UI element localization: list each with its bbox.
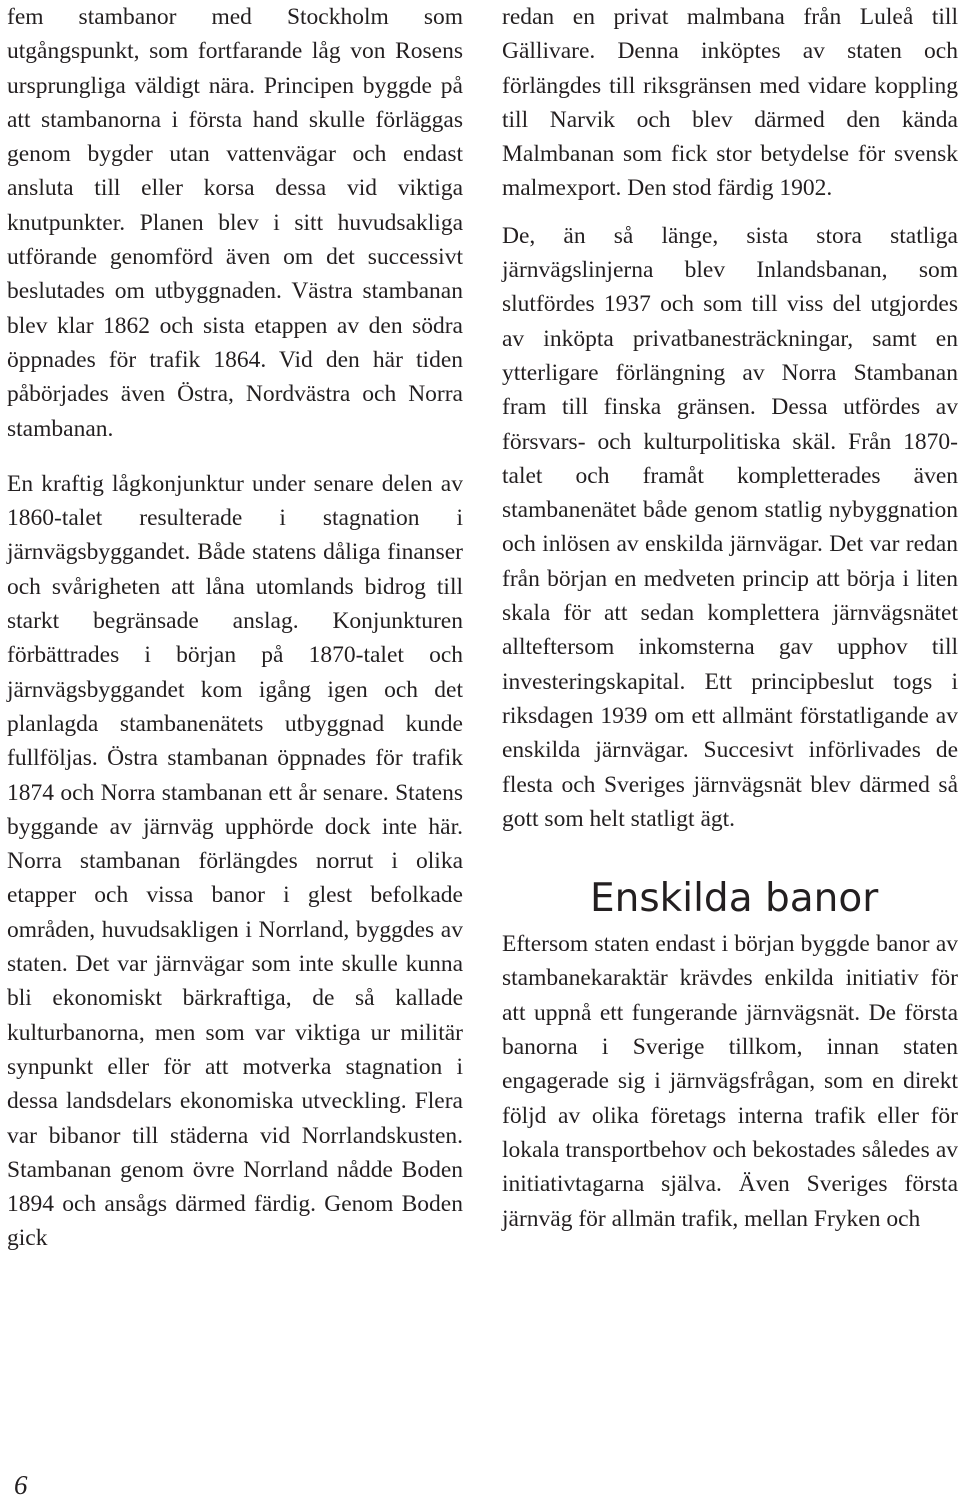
- body-paragraph: Eftersom staten endast i början byggde banor av stambanekaraktär krävdes enkilda initiativ för att uppnå ett fungerande järnvägsnät. De första banorna i Sverige tillkom, innan staten engagerade sig i järnvägsfrågan, som en direkt följd av olika företags interna trafik eller för lokala transportbehov och bekostades således av initiativtagarna själva. Även Sveriges första järnväg för allmän trafik, mellan Fryken och: [502, 931, 958, 1232]
- right-column: [502, 0, 958, 1236]
- body-paragraph: fem stambanor med Stockholm som utgångspunkt, som fortfarande låg von Rosens ursprungliga väldigt nära. Principen byggde på att stambanorna i första hand skulle förläggas genom bygder utan vattenvägar och endast ansluta till eller korsa dessa vid viktiga knutpunkter. Planen blev i sitt huvudsakliga utförande genomförd även om det successivt beslutades om utbyggnaden. Västra stambanan blev klar 1862 och sista etappen av den södra öppnades för trafik 1864. Vid den här tiden påbörjades även Östra, Nordvästra och Norra stambanan.: [7, 4, 463, 442]
- left-column: [7, 0, 463, 1256]
- page-number: 6: [14, 1470, 28, 1500]
- body-paragraph: redan en privat malmbana från Luleå till Gällivare. Denna inköptes av staten och förlängdes till riksgränsen med vidare koppling till Narvik och blev därmed den kända Malmbanan som fick stor betydelse för svensk malmexport. Den stod färdig 1902.: [502, 4, 958, 202]
- body-paragraph: De, än så länge, sista stora statliga järnvägslinjerna blev Inlandsbanan, som slutfördes 1937 och som till viss del utgjordes av inköpta privatbanesträckningar, samt en ytterligare förlängning av Norra Stambanan fram till finska gränsen. Dessa utfördes av försvars- och kulturpolitiska skäl. Från 1870-talet och framåt kompletterades även stambanenätet både genom statlig nybyggnation och inlösen av enskilda järnvägar. Det var redan från början en medveten princip att börja i liten skala för att sedan komplettera järnvägsnätet allteftersom inkomsterna gav upphov till investeringskapital. Ett principbeslut togs i riksdagen 1939 om ett allmänt förstatligande av enskilda järnvägar. Succesivt införlivades de flesta och Sveriges järnvägsnät blev därmed så gott som helt statligt ägt.: [502, 222, 958, 832]
- section-heading: Enskilda banor: [590, 876, 879, 922]
- body-paragraph: En kraftig lågkonjunktur under senare delen av 1860-talet resulterade i stagnation i järnvägsbyggandet. Både statens dåliga finanser och svårigheten att låna utomlands bidrog till starkt begränsade anslag. Konjunkturen förbättrades i början på 1870-talet och järnvägsbyggandet kom igång igen och det planlagda stambanenätets utbyggnad kunde fullföljas. Östra stambanan öppnades för trafik 1874 och Norra stambanan ett år senare. Statens byggande av järnväg upphörde dock inte här. Norra stambanan förlängdes norrut i olika etapper och vissa banor i glest befolkade områden, huvudsakligen i Norrland, byggdes av staten. Det var järnvägar som inte skulle kunna bli ekonomiskt bärkraftiga, de så kallade kulturbanorna, men som var viktiga ur militär synpunkt eller för att motverka stagnation i dessa landsdelars ekonomiska utveckling. Flera var bibanor till städerna vid Norrlandskusten. Stambanan genom övre Norrland nådde Boden 1894 och ansågs därmed färdig. Genom Boden gick: [7, 470, 463, 1252]
